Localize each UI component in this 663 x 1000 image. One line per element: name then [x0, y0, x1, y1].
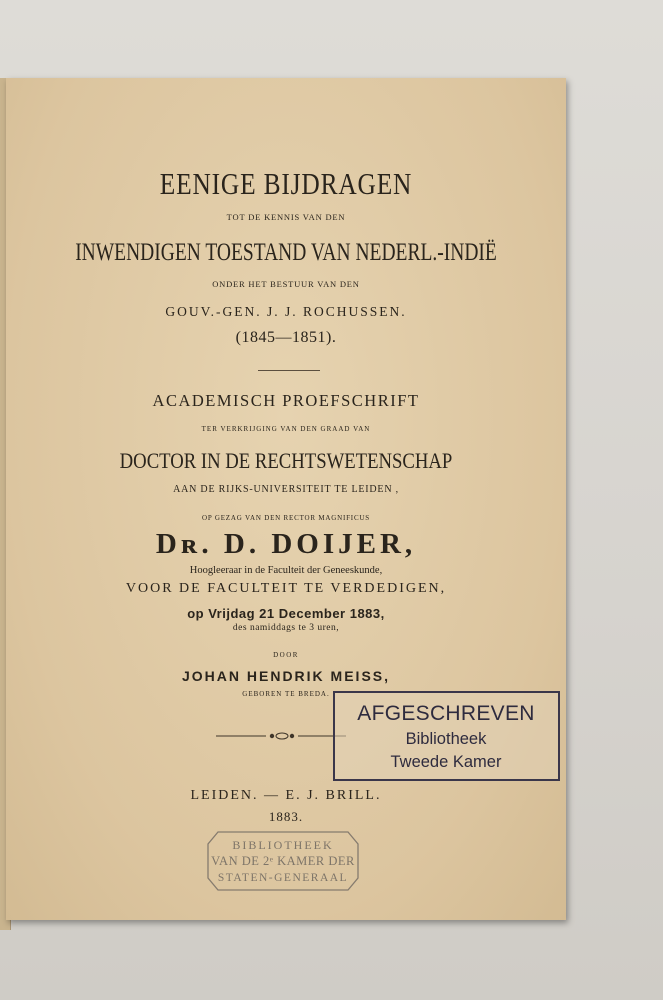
degree-name: DOCTOR IN DE RECHTSWETENSCHAP — [119, 448, 453, 473]
defense-date: op Vrijdag 21 December 1883, — [187, 606, 385, 621]
rector-title: Hoogleeraar in de Faculteit der Geneeskunde, — [189, 565, 383, 576]
subtitle-line-1: TOT DE KENNIS VAN DEN — [226, 212, 346, 222]
divider-rule — [258, 370, 320, 371]
library-stamp-line-3: STATEN-GENERAAL — [217, 872, 349, 884]
library-stamp-line-2: VAN DE 2ᵉ KAMER DER — [211, 854, 355, 868]
defense-time: des namiddags te 3 uren, — [232, 623, 340, 633]
ornament-flourish — [216, 730, 346, 742]
title-page — [6, 78, 566, 920]
library-stamp — [206, 830, 360, 892]
library-stamp-line-1: BIBLIOTHEEK — [232, 838, 334, 852]
discard-stamp — [333, 691, 560, 781]
thesis-type: ACADEMISCH PROEFSCHRIFT — [152, 391, 420, 410]
subtitle-line-2: ONDER HET BESTUUR VAN DEN — [212, 279, 360, 289]
book-title-2: INWENDIGEN TOESTAND VAN NEDERL.-INDIË — [75, 239, 497, 266]
book-title: EENIGE BIJDRAGEN — [159, 166, 413, 201]
by-label: DOOR — [273, 651, 299, 659]
author-name: JOHAN HENDRIK MEISS, — [181, 668, 391, 684]
rector-name: Dʀ. D. DOIJER, — [155, 528, 417, 560]
governor-name: GOUV.-GEN. J. J. ROCHUSSEN. — [165, 304, 407, 319]
discard-stamp-title: AFGESCHREVEN — [357, 702, 535, 725]
publication-year: 1883. — [268, 809, 304, 824]
university: AAN DE RIJKS-UNIVERSITEIT TE LEIDEN , — [173, 484, 399, 495]
period: (1845—1851). — [235, 329, 337, 346]
discard-stamp-line-2: Bibliotheek — [405, 730, 487, 748]
publisher: LEIDEN. — E. J. BRILL. — [190, 788, 382, 803]
author-birthplace: GEBOREN TE BREDA. — [242, 690, 330, 698]
defense-statement: VOOR DE FACULTEIT TE VERDEDIGEN, — [125, 581, 447, 596]
rector-authority: OP GEZAG VAN DEN RECTOR MAGNIFICUS — [202, 514, 370, 522]
degree-purpose: TER VERKRIJGING VAN DEN GRAAD VAN — [201, 425, 371, 433]
discard-stamp-line-3: Tweede Kamer — [390, 753, 502, 771]
